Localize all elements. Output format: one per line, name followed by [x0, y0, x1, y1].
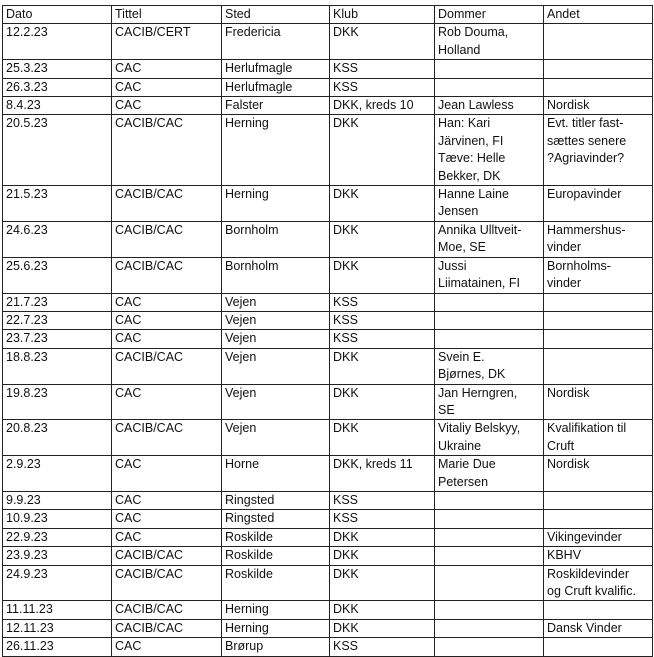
cell-tittel: CAC [112, 456, 222, 492]
table-row [3, 293, 653, 311]
cell-tittel: CACIB/CERT [112, 24, 222, 60]
cell-klub: KSS [330, 330, 435, 348]
cell-dommer [435, 619, 544, 637]
cell-klub: DKK [330, 547, 435, 565]
cell-dommer [435, 510, 544, 528]
cell-dommer: Annika Ulltveit- Moe, SE [435, 221, 544, 257]
cell-klub: DKK [330, 221, 435, 257]
cell-dommer [435, 293, 544, 311]
table-row [3, 565, 653, 601]
header-dommer: Dommer [435, 6, 544, 24]
cell-klub: DKK [330, 115, 435, 186]
table-row [3, 97, 653, 115]
cell-dato: 22.7.23 [3, 311, 112, 329]
cell-tittel: CAC [112, 78, 222, 96]
cell-dato: 20.8.23 [3, 420, 112, 456]
cell-klub: KSS [330, 491, 435, 509]
cell-sted: Vejen [222, 311, 330, 329]
cell-dato: 20.5.23 [3, 115, 112, 186]
table-row [3, 510, 653, 528]
cell-klub: DKK [330, 565, 435, 601]
cell-klub: DKK [330, 384, 435, 420]
cell-dato: 9.9.23 [3, 491, 112, 509]
cell-sted: Horne [222, 456, 330, 492]
cell-dommer: Jean Lawless [435, 97, 544, 115]
cell-dato: 11.11.23 [3, 601, 112, 619]
cell-klub: DKK [330, 24, 435, 60]
header-dato: Dato [3, 6, 112, 24]
cell-sted: Vejen [222, 330, 330, 348]
cell-andet [544, 293, 653, 311]
cell-andet [544, 491, 653, 509]
cell-sted: Bornholm [222, 257, 330, 293]
table-row [3, 420, 653, 456]
cell-andet [544, 60, 653, 78]
table-row [3, 619, 653, 637]
cell-dommer: Jussi Liimatainen, FI [435, 257, 544, 293]
cell-andet: Bornholms- vinder [544, 257, 653, 293]
cell-dommer [435, 601, 544, 619]
cell-sted: Roskilde [222, 547, 330, 565]
cell-sted: Bornholm [222, 221, 330, 257]
table-row [3, 115, 653, 186]
cell-tittel: CACIB/CAC [112, 619, 222, 637]
cell-dommer [435, 528, 544, 546]
table-row [3, 221, 653, 257]
cell-klub: KSS [330, 638, 435, 656]
cell-sted: Herlufmagle [222, 60, 330, 78]
cell-andet: Evt. titler fast- sættes senere ?Agriavinder? [544, 115, 653, 186]
cell-sted: Herning [222, 186, 330, 222]
cell-klub: DKK [330, 601, 435, 619]
cell-dommer [435, 330, 544, 348]
cell-dato: 25.6.23 [3, 257, 112, 293]
cell-andet [544, 601, 653, 619]
cell-sted: Vejen [222, 384, 330, 420]
cell-tittel: CACIB/CAC [112, 221, 222, 257]
cell-dommer [435, 311, 544, 329]
cell-sted: Falster [222, 97, 330, 115]
cell-tittel: CACIB/CAC [112, 186, 222, 222]
table-row [3, 348, 653, 384]
cell-tittel: CACIB/CAC [112, 547, 222, 565]
cell-andet: Kvalifikation til Cruft [544, 420, 653, 456]
cell-dommer [435, 78, 544, 96]
table-row [3, 528, 653, 546]
cell-dato: 24.9.23 [3, 565, 112, 601]
cell-dommer: Rob Douma, Holland [435, 24, 544, 60]
cell-sted: Herning [222, 619, 330, 637]
cell-dato: 2.9.23 [3, 456, 112, 492]
cell-sted: Fredericia [222, 24, 330, 60]
table-row [3, 257, 653, 293]
cell-sted: Ringsted [222, 491, 330, 509]
cell-dato: 10.9.23 [3, 510, 112, 528]
cell-klub: DKK [330, 420, 435, 456]
table-row [3, 24, 653, 60]
cell-tittel: CACIB/CAC [112, 420, 222, 456]
cell-dato: 21.5.23 [3, 186, 112, 222]
cell-dommer: Hanne Laine Jensen [435, 186, 544, 222]
cell-tittel: CACIB/CAC [112, 348, 222, 384]
cell-tittel: CAC [112, 330, 222, 348]
cell-klub: KSS [330, 293, 435, 311]
cell-klub: DKK [330, 186, 435, 222]
cell-dato: 12.11.23 [3, 619, 112, 637]
cell-sted: Herning [222, 601, 330, 619]
cell-tittel: CAC [112, 311, 222, 329]
cell-klub: KSS [330, 78, 435, 96]
cell-andet: Nordisk [544, 97, 653, 115]
cell-klub: DKK [330, 257, 435, 293]
cell-tittel: CACIB/CAC [112, 115, 222, 186]
cell-tittel: CAC [112, 293, 222, 311]
cell-klub: DKK, kreds 11 [330, 456, 435, 492]
cell-dommer: Marie Due Petersen [435, 456, 544, 492]
cell-dato: 23.9.23 [3, 547, 112, 565]
cell-dato: 24.6.23 [3, 221, 112, 257]
cell-dato: 19.8.23 [3, 384, 112, 420]
cell-dommer: Jan Herngren, SE [435, 384, 544, 420]
table-row [3, 456, 653, 492]
cell-dato: 18.8.23 [3, 348, 112, 384]
cell-andet: Hammershus- vinder [544, 221, 653, 257]
cell-dato: 26.3.23 [3, 78, 112, 96]
header-andet: Andet [544, 6, 653, 24]
table-row [3, 638, 653, 656]
cell-sted: Ringsted [222, 510, 330, 528]
table-row [3, 547, 653, 565]
cell-andet: KBHV [544, 547, 653, 565]
cell-dato: 21.7.23 [3, 293, 112, 311]
table-row [3, 330, 653, 348]
header-row [3, 6, 653, 24]
cell-klub: DKK [330, 619, 435, 637]
cell-dato: 8.4.23 [3, 97, 112, 115]
cell-andet: Vikingevinder [544, 528, 653, 546]
table-row [3, 384, 653, 420]
table-row [3, 186, 653, 222]
cell-sted: Roskilde [222, 528, 330, 546]
cell-dommer: Vitaliy Belskyy, Ukraine [435, 420, 544, 456]
cell-klub: KSS [330, 311, 435, 329]
cell-sted: Roskilde [222, 565, 330, 601]
cell-andet: Dansk Vinder [544, 619, 653, 637]
cell-sted: Vejen [222, 420, 330, 456]
table-row [3, 311, 653, 329]
cell-sted: Herlufmagle [222, 78, 330, 96]
cell-dommer: Svein E. Bjørnes, DK [435, 348, 544, 384]
cell-andet: Nordisk [544, 456, 653, 492]
cell-andet [544, 638, 653, 656]
cell-andet [544, 311, 653, 329]
cell-dato: 26.11.23 [3, 638, 112, 656]
cell-dommer [435, 60, 544, 78]
cell-dato: 25.3.23 [3, 60, 112, 78]
cell-tittel: CACIB/CAC [112, 601, 222, 619]
header-klub: Klub [330, 6, 435, 24]
cell-dato: 22.9.23 [3, 528, 112, 546]
cell-andet [544, 510, 653, 528]
table-row [3, 601, 653, 619]
show-schedule-table [2, 5, 653, 657]
cell-sted: Vejen [222, 348, 330, 384]
header-tittel: Tittel [112, 6, 222, 24]
cell-tittel: CACIB/CAC [112, 257, 222, 293]
table-row [3, 60, 653, 78]
cell-sted: Brørup [222, 638, 330, 656]
cell-tittel: CAC [112, 60, 222, 78]
cell-tittel: CAC [112, 528, 222, 546]
cell-andet: Roskildevinder og Cruft kvalific. [544, 565, 653, 601]
cell-tittel: CAC [112, 510, 222, 528]
cell-klub: KSS [330, 60, 435, 78]
cell-klub: DKK [330, 348, 435, 384]
cell-dato: 12.2.23 [3, 24, 112, 60]
cell-tittel: CAC [112, 97, 222, 115]
cell-tittel: CAC [112, 638, 222, 656]
cell-tittel: CACIB/CAC [112, 565, 222, 601]
cell-dommer [435, 547, 544, 565]
cell-tittel: CAC [112, 491, 222, 509]
cell-dommer [435, 565, 544, 601]
cell-dommer [435, 491, 544, 509]
cell-andet [544, 330, 653, 348]
table-row [3, 491, 653, 509]
cell-andet: Nordisk [544, 384, 653, 420]
cell-sted: Vejen [222, 293, 330, 311]
cell-sted: Herning [222, 115, 330, 186]
cell-dommer [435, 638, 544, 656]
table-row [3, 78, 653, 96]
cell-andet [544, 78, 653, 96]
cell-andet [544, 348, 653, 384]
cell-klub: DKK [330, 528, 435, 546]
cell-klub: DKK, kreds 10 [330, 97, 435, 115]
cell-tittel: CAC [112, 384, 222, 420]
cell-dommer: Han: Kari Järvinen, FI Tæve: Helle Bekker, DK [435, 115, 544, 186]
cell-andet [544, 24, 653, 60]
header-sted: Sted [222, 6, 330, 24]
cell-andet: Europavinder [544, 186, 653, 222]
cell-dato: 23.7.23 [3, 330, 112, 348]
cell-klub: KSS [330, 510, 435, 528]
